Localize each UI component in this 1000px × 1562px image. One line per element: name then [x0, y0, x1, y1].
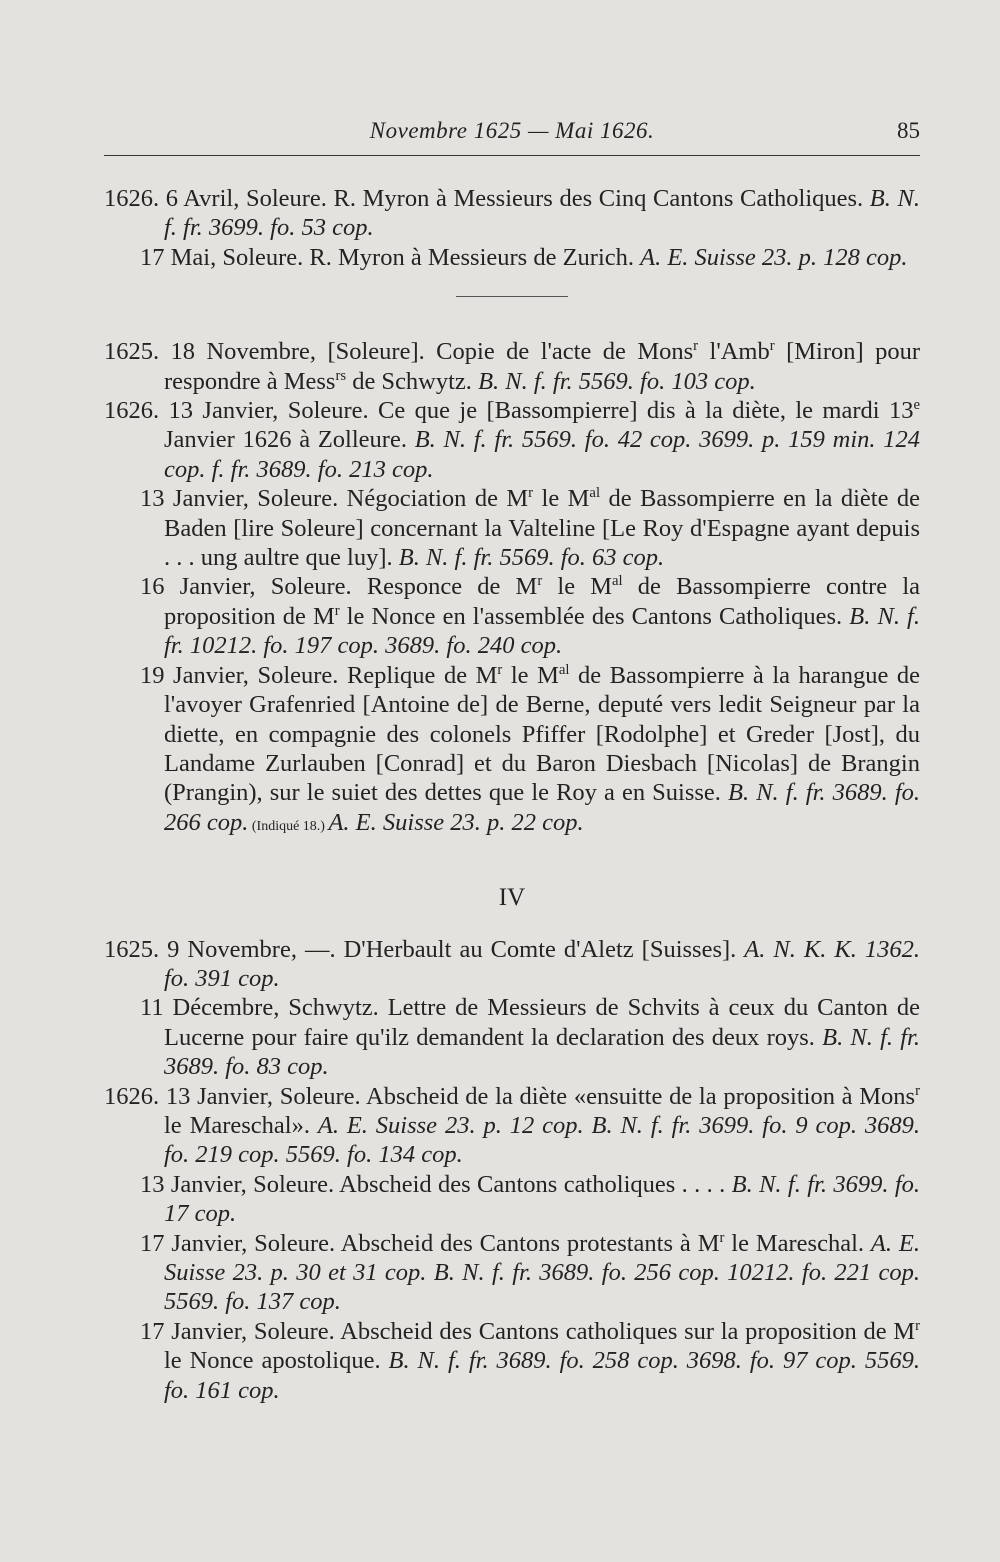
source-reference: B. N. f. fr. 5569. fo. 42 cop. 3699. p. 159 min. 124 cop. f. fr. 3689. fo. 213 cop.	[164, 426, 921, 483]
entry: 1626. 6 Avril, Soleure. R. Myron à Messieurs des Cinq Cantons Catholiques. B. N. f. fr. 3699. fo. 53 cop.	[104, 185, 920, 242]
entry: 13 Janvier, Soleure. Abscheid des Cantons catholiques . . . . B. N. f. fr. 3699. fo. 17 cop.	[140, 1170, 921, 1228]
source-reference: B. N. f. fr. 3689. fo. 258 cop. 3698. fo. 97 cop. 5569. fo. 161 cop.	[164, 1347, 920, 1404]
section-separator	[456, 296, 568, 297]
source-reference: B. N. f. fr. 3699. fo. 53 cop.	[164, 185, 920, 242]
entry: 17 Janvier, Soleure. Abscheid des Cantons protestants à $M^r$ le Mareschal. A. E. Suisse 23. p. 30 et 31 cop. B. N. f. fr. 3689. fo. 256 cop. 10212. fo. 221 cop. 5569. fo. 137 cop.	[140, 1229, 920, 1316]
source-reference: A. E. Suisse 23. p. 128 cop.	[640, 243, 908, 271]
section-title: IV	[498, 884, 526, 912]
entry: 17 Janvier, Soleure. Abscheid des Cantons catholiques sur la proposition de $M^r$ le Nonce apostolique. B. N. f. fr. 3689. fo. 258 cop. 3698. fo. 97 cop. 5569. fo. 161 cop.	[140, 1317, 920, 1404]
entry-block-3	[104, 935, 920, 1406]
note: (Indiqué 18.)	[248, 818, 329, 834]
page-body	[104, 184, 920, 1405]
source-reference: A. E. Suisse 23. p. 30 et 31 cop. B. N. f. fr. 3689. fo. 256 cop. 10212. fo. 221 cop. 5569. fo. 137 cop.	[164, 1229, 920, 1316]
source-reference: B. N. f. fr. 5569. fo. 63 cop.	[398, 544, 665, 572]
entry: 1626. 13 Janvier, Soleure. Ce que je [Bassompierre] dis à la diète, le mardi 13e Janvier 1626 à Zolleure. B. N. f. fr. 5569. fo. 42 cop. 3699. p. 159 min. 124 cop. f. fr. 3689. fo. 213 cop.	[104, 396, 921, 483]
source-reference: A. E. Suisse 23. p. 12 cop. B. N. f. fr. 3699. fo. 9 cop. 3689. fo. 219 cop. 5569. fo. 134 cop.	[164, 1111, 920, 1169]
entry: 19 Janvier, Soleure. Replique de $M^r$ le $M^{al}$ de Bassompierre à la harangue de l'avoyer Grafenried [Antoine de] de Berne, deputé vers ledit Seigneur par la diette, en compagnie des colonels Pfiffer [Rodolphe] et Greder [Jost], du Landame Zurlauben [Conrad] et du Baron Diesbach [Nicolas] de Brangin (Prangin), sur le suiet des dettes que le Roy a en Suisse. B. N. f. fr. 3689. fo. 266 cop. (Indiqué 18.) A. E. Suisse 23. p. 22 cop.	[140, 661, 921, 836]
header-rule	[104, 155, 920, 156]
running-head: Novembre 1625 — Mai 1626.	[369, 118, 655, 143]
source-reference: B. N. f. fr. 3689. fo. 83 cop.	[164, 1023, 920, 1081]
source-reference: A. E. Suisse 23. p. 22 cop.	[328, 808, 584, 836]
source-reference: B. N. f. fr. 3699. fo. 17 cop.	[164, 1170, 921, 1228]
entry: 16 Janvier, Soleure. Responce de $M^r$ le $M^{al}$ de Bassompierre contre la proposition de $M^r$ le Nonce en l'assemblée des Cantons Catholiques. B. N. f. fr. 10212. fo. 197 cop. 3689. fo. 240 cop.	[140, 573, 921, 660]
page-number: 85	[897, 118, 920, 143]
source-reference: A. N. K. K. 1362. fo. 391 cop.	[164, 935, 920, 992]
entry-block-2	[104, 337, 920, 841]
page-header	[104, 118, 920, 150]
entry: 13 Janvier, Soleure. Négociation de $M^r$ le $M^{al}$ de Bassompierre en la diète de Baden [lire Soleure] concernant la Valteline [Le Roy d'Espagne ayant depuis . . . ung aultre que luy]. B. N. f. fr. 5569. fo. 63 cop.	[140, 485, 921, 572]
entry: 1626. 13 Janvier, Soleure. Abscheid de la diète «ensuitte de la proposition à Mons$^r$ le Mareschal». A. E. Suisse 23. p. 12 cop. B. N. f. fr. 3699. fo. 9 cop. 3689. fo. 219 cop. 5569. fo. 134 cop.	[104, 1082, 920, 1169]
entry: 11 Décembre, Schwytz. Lettre de Messieurs de Schvits à ceux du Canton de Lucerne pour faire qu'ilz demandent la declaration des deux roys. B. N. f. fr. 3689. fo. 83 cop.	[140, 994, 920, 1081]
entry: 1625. 18 Novembre, [Soleure]. Copie de l'acte de Mons$^r$ l'Amb$^r$ [Miron] pour respondre à Mess$^{rs}$ de Schwytz. B. N. f. fr. 5569. fo. 103 cop.	[104, 338, 920, 395]
source-reference: B. N. f. fr. 5569. fo. 103 cop.	[478, 367, 756, 395]
entry: 1625. 9 Novembre, —. D'Herbault au Comte d'Aletz [Suisses]. A. N. K. K. 1362. fo. 391 cop.	[104, 935, 920, 992]
source-reference: B. N. f. fr. 10212. fo. 197 cop. 3689. fo. 240 cop.	[164, 602, 920, 660]
source-reference: B. N. f. fr. 3689. fo. 266 cop.	[164, 779, 921, 836]
entry-block-1	[104, 184, 920, 272]
entry: 17 Mai, Soleure. R. Myron à Messieurs de Zurich. A. E. Suisse 23. p. 128 cop.	[140, 243, 908, 271]
